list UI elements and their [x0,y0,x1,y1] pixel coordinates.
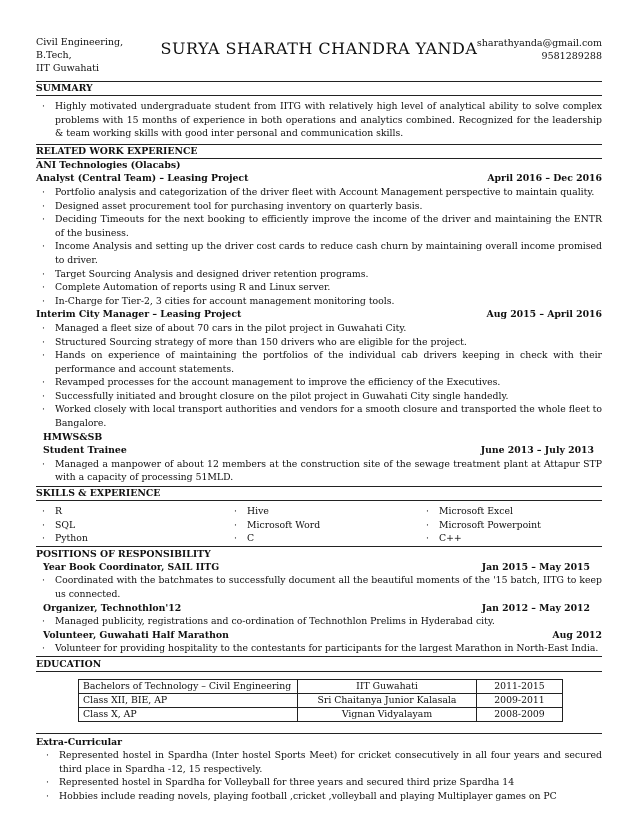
list-item: · Volunteer for providing hospitality to the contestants for participants for the largest Marathon in North-East India. [36,642,602,656]
table-cell: Class X, AP [79,707,298,721]
list-item: · Hobbies include reading novels, playing football ,cricket ,volleyball and playing Multiplayer games on PC [40,790,602,804]
degree-line: IIT Guwahati [36,63,100,74]
list-item: · Worked closely with local transport authorities and vendors for a smooth closure and transported the whole fleet to Bangalore. [36,403,602,430]
skill-item: · C++ [420,532,602,546]
skill-item: · Microsoft Excel [420,505,602,519]
skill-item: · SQL [36,519,228,533]
section-title-summary: SUMMARY [36,81,602,96]
table-cell: Bachelors of Technology – Civil Engineering [79,679,298,693]
list-item: · Structured Sourcing strategy of more than 150 drivers who are eligible for the project. [36,336,602,350]
resume-header [36,36,602,80]
table-cell: IIT Guwahati [298,679,477,693]
list-item: · Represented hostel in Spardha for Volleyball for three years and secured third prize Spardha 14 [40,776,602,790]
positions-list-2 [36,615,602,629]
section-title-education: EDUCATION [36,658,602,672]
org-name: ANI Technologies (Olacabs) [36,159,181,171]
list-item: · Deciding Timeouts for the next booking to efficiently improve the income of the driver and maintaining the ENTR of the business. [36,213,602,240]
list-item: · Managed a fleet size of about 70 cars in the pilot project in Guwahati City. [36,322,602,336]
list-item: · Coordinated with the batchmates to successfully document all the beautiful moments of the '15 batch, IITG to keep us connected. [36,574,602,601]
extra-list [36,749,602,803]
role-row [36,172,602,186]
role-date: Aug 2015 – April 2016 [486,309,602,321]
skill-item: · Python [36,532,228,546]
education-table [78,679,563,722]
section-title-skills: SKILLS & EXPERIENCE [36,486,602,501]
table-row [79,707,563,721]
work-list-2 [36,322,602,431]
role-title: Analyst (Central Team) – Leasing Project [36,173,249,185]
email-link[interactable]: sharathyanda@gmail.com [476,38,602,49]
org-name: HMWS&SB [43,431,103,443]
list-item: · Portfolio analysis and categorization of the driver fleet with Account Management perspective to maintain quality. [36,186,602,200]
table-cell: Sri Chaitanya Junior Kalasala [298,693,477,707]
role-title: Interim City Manager – Leasing Project [36,309,242,321]
role-title: Organizer, Technothlon'12 [43,602,182,614]
role-date: June 2013 – July 2013 [480,445,594,457]
skill-item: · Microsoft Word [228,519,420,533]
candidate-name: SURYA SHARATH CHANDRA YANDA [160,39,478,58]
role-date: Jan 2015 – May 2015 [481,561,590,573]
role-title: Student Trainee [43,445,127,457]
list-item: · Represented hostel in Spardha (Inter hostel Sports Meet) for cricket consecutively in all four years and secured third place in Spardha -12, 15 respectively. [40,749,602,776]
summary-list [36,100,602,141]
degree-line: B.Tech, [36,50,72,61]
list-item: · Managed publicity, registrations and co-ordination of Technothlon Prelims in Hyderabad city. [36,615,602,629]
skill-item: · Microsoft Powerpoint [420,519,602,533]
list-item: · Successfully initiated and brought closure on the pilot project in Guwahati City single handedly. [36,390,602,404]
list-item: · Revamped processes for the account management to improve the efficiency of the Executives. [36,376,602,390]
degree-line: Civil Engineering, [36,37,124,48]
table-cell: 2008-2009 [477,707,563,721]
role-row [36,629,602,643]
work-list-3 [36,458,602,485]
table-cell: 2009-2011 [477,693,563,707]
phone-number: 9581289288 [541,51,602,62]
section-title-extra: Extra-Curricular [36,736,123,748]
table-cell: 2011-2015 [477,679,563,693]
skills-grid [36,505,602,547]
role-row [36,602,602,616]
role-row [36,561,602,575]
skill-item: · Hive [228,505,420,519]
list-item: · Highly motivated undergraduate student from IITG with relatively high level of analytical ability to solve complex problems with 15 months of experience in both operations and analytics combined. Recognized for the leadership & team working skills with good inter personal and communication skills. [36,100,602,141]
skill-item: · C [228,532,420,546]
section-title-positions: POSITIONS OF RESPONSIBILITY [36,548,211,560]
list-item: · Managed a manpower of about 12 members at the construction site of the sewage treatment plant at Attapur STP with a capacity of processing 51MLD. [36,458,602,485]
role-title: Year Book Coordinator, SAIL IITG [43,561,220,573]
role-title: Volunteer, Guwahati Half Marathon [43,629,229,641]
list-item: · Target Sourcing Analysis and designed driver retention programs. [36,268,602,282]
table-cell: Vignan Vidyalayam [298,707,477,721]
list-item: · In-Charge for Tier-2, 3 cities for account management monitoring tools. [36,295,602,309]
resume-page [36,36,602,803]
work-list-1 [36,186,602,308]
role-row [36,308,602,322]
table-row [79,693,563,707]
list-item: · Designed asset procurement tool for purchasing inventory on quarterly basis. [36,200,602,214]
list-item: · Hands on experience of maintaining the portfolios of the individual cab drivers keeping in check with their performance and account statements. [36,349,602,376]
section-divider [36,733,602,734]
positions-list-3 [36,642,602,657]
contact-block [477,37,602,63]
list-item: · Income Analysis and setting up the driver cost cards to reduce cash churn by maintaining overall income promised to driver. [36,240,602,267]
skill-item: · R [36,505,228,519]
positions-list-1 [36,574,602,601]
table-cell: Class XII, BIE, AP [79,693,298,707]
role-date: Aug 2012 [552,629,602,641]
list-item: · Complete Automation of reports using R and Linux server. [36,281,602,295]
section-title-work: RELATED WORK EXPERIENCE [36,144,602,159]
role-row [36,444,602,458]
role-date: Jan 2012 – May 2012 [481,602,590,614]
table-row [79,679,563,693]
role-date: April 2016 – Dec 2016 [487,173,602,185]
